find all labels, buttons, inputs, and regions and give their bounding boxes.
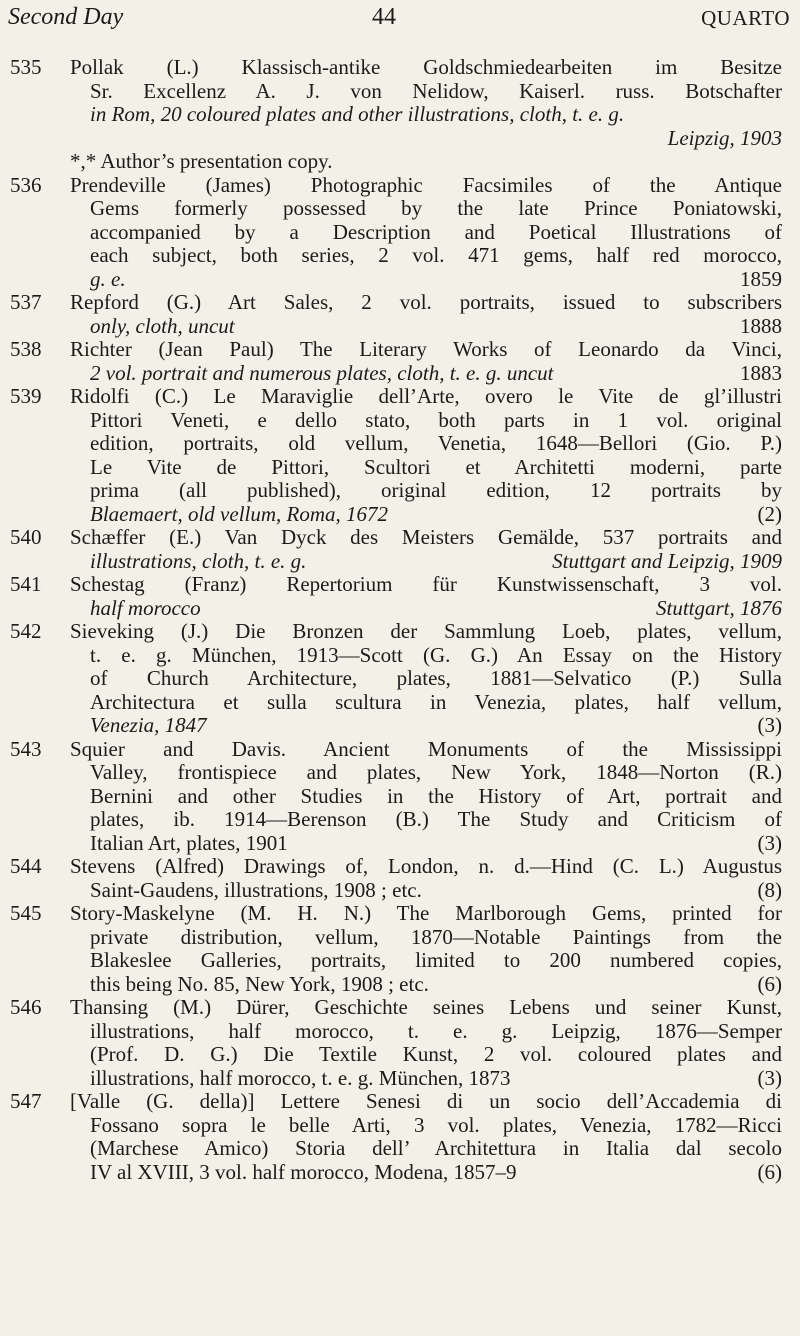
lot-entry (0, 573, 800, 620)
entry-imprint: Stuttgart and Leipzig, 1909 (552, 548, 782, 573)
entry-binding: g. e. (90, 266, 126, 291)
lot-entry (0, 1090, 800, 1184)
entry-binding: illustrations, cloth, t. e. g. (90, 548, 307, 573)
lot-number: 537 (10, 290, 42, 314)
lot-number: 540 (10, 525, 42, 549)
entry-imprint: this being No. 85, New York, 1908 ; etc. (90, 971, 429, 996)
entry-line: [Valle (G. della)] Lettere Senesi di un socio dell’Accademia di (70, 1089, 782, 1113)
entry-note: *,* Author’s presentation copy. (70, 149, 333, 173)
lot-description (70, 526, 782, 573)
lot-description (70, 56, 782, 174)
entry-line: Prendeville (James) Photographic Facsimiles of the Antique (70, 172, 782, 197)
entry-line: Richter (Jean Paul) The Literary Works of Leonardo da Vinci, (70, 337, 782, 361)
lot-description (70, 291, 782, 338)
entry-line (70, 1067, 782, 1091)
lot-description (70, 573, 782, 620)
entry-line (70, 597, 782, 621)
page-header (8, 4, 790, 34)
lot-number: 546 (10, 995, 42, 1019)
entry-binding: only, cloth, uncut (90, 313, 235, 338)
entry-date: 1859 (740, 266, 782, 291)
entry-count: (6) (757, 1159, 782, 1184)
lot-entry (0, 855, 800, 902)
entry-line (70, 879, 782, 903)
lot-number: 543 (10, 736, 42, 761)
entry-line: of Church Architecture, plates, 1881—Selvatico (P.) Sulla (90, 666, 782, 690)
entry-line: Ridolfi (C.) Le Maraviglie dell’Arte, overo le Vite de gl’illustri (70, 384, 782, 408)
entry-line: Thansing (M.) Dürer, Geschichte seines Lebens und seiner Kunst, (70, 995, 782, 1019)
entry-line: Story-Maskelyne (M. H. N.) The Marlborough Gems, printed for (70, 901, 782, 925)
lot-entry (0, 996, 800, 1090)
entry-imprint: Italian Art, plates, 1901 (90, 830, 288, 855)
entry-date: 1883 (740, 360, 782, 385)
lot-number: 542 (10, 619, 42, 643)
entry-line: Stevens (Alfred) Drawings of, London, n. d.—Hind (C. L.) Augustus (70, 854, 782, 878)
entry-line: Repford (G.) Art Sales, 2 vol. portraits, issued to subscribers (70, 290, 782, 314)
entry-imprint: Saint-Gaudens, illustrations, 1908 ; etc. (90, 877, 422, 902)
lot-entry (0, 385, 800, 526)
entry-line: Sieveking (J.) Die Bronzen der Sammlung Loeb, plates, vellum, (70, 619, 782, 643)
lot-number: 545 (10, 901, 42, 925)
entry-binding: Blaemaert, old vellum, Roma, 1672 (90, 501, 389, 526)
page-number: 44 (372, 4, 396, 30)
lot-description (70, 902, 782, 996)
entry-line: (Marchese Amico) Storia dell’ Architettura in Italia dal secolo (90, 1136, 782, 1160)
entry-count: (2) (757, 501, 782, 526)
entry-line: Architectura et sulla scultura in Venezia, plates, half vellum, (90, 689, 782, 714)
lot-entry (0, 902, 800, 996)
entry-line: plates, ib. 1914—Berenson (B.) The Study and Criticism of (90, 807, 782, 831)
entry-line: Sr. Excellenz A. J. von Nelidow, Kaiserl. russ. Botschafter (90, 78, 782, 103)
entry-line (70, 503, 782, 527)
entry-imprint: Venezia, 1847 (90, 713, 207, 737)
entry-line: Gems formerly possessed by the late Prince Poniatowski, (90, 196, 782, 220)
entry-line: edition, portraits, old vellum, Venetia, 1648—Bellori (Gio. P.) (90, 431, 782, 455)
entry-line: each subject, both series, 2 vol. 471 gems, half red morocco, (90, 243, 782, 267)
entry-line: Squier and Davis. Ancient Monuments of the Mississippi (70, 736, 782, 761)
lot-entry (0, 56, 800, 174)
entry-imprint: illustrations, half morocco, t. e. g. München, 1873 (90, 1065, 511, 1090)
entry-line: prima (all published), original edition, 12 portraits by (90, 478, 782, 502)
lot-entry (0, 620, 800, 738)
lot-description (70, 1090, 782, 1184)
entry-line: t. e. g. München, 1913—Scott (G. G.) An Essay on the History (90, 642, 782, 667)
entry-binding: 2 vol. portrait and numerous plates, cloth, t. e. g. uncut (90, 360, 554, 385)
entry-line: Schæffer (E.) Van Dyck des Meisters Gemälde, 537 portraits and (70, 525, 782, 549)
entry-count: (3) (757, 713, 782, 737)
lot-description (70, 620, 782, 738)
entry-line: Le Vite de Pittori, Scultori et Architetti moderni, parte (90, 454, 782, 479)
lot-number: 541 (10, 572, 42, 596)
entry-binding: half morocco (90, 595, 201, 620)
entry-line: Fossano sopra le belle Arti, 3 vol. plates, Venezia, 1782—Ricci (90, 1112, 782, 1137)
entry-line (70, 315, 782, 339)
entry-line (70, 550, 782, 574)
entry-line (70, 714, 782, 738)
lot-number: 539 (10, 384, 42, 408)
entry-imprint: Leipzig, 1903 (667, 125, 782, 150)
entry-line (70, 832, 782, 856)
lot-list (0, 56, 800, 1184)
entry-line: in Rom, 20 coloured plates and other illustrations, cloth, t. e. g. (90, 102, 625, 126)
lot-entry (0, 526, 800, 573)
running-head-left: Second Day (8, 4, 124, 30)
lot-description (70, 385, 782, 526)
entry-count: (6) (757, 971, 782, 996)
entry-date: 1888 (740, 313, 782, 338)
entry-line: Pollak (L.) Klassisch-antike Goldschmiedearbeiten im Besitze (70, 55, 782, 79)
entry-count: (3) (757, 1065, 782, 1090)
lot-entry (0, 338, 800, 385)
entry-line (70, 362, 782, 386)
lot-description (70, 338, 782, 385)
entry-count: (8) (757, 877, 782, 902)
entry-line: Pittori Veneti, e dello stato, both parts in 1 vol. original (90, 407, 782, 432)
entry-line: Bernini and other Studies in the History of Art, portrait and (90, 783, 782, 808)
lot-entry (0, 174, 800, 292)
entry-imprint: IV al XVIII, 3 vol. half morocco, Modena, 1857–9 (90, 1159, 517, 1184)
lot-description (70, 738, 782, 856)
entry-line: Blakeslee Galleries, portraits, limited to 200 numbered copies, (90, 948, 782, 972)
entry-line (70, 973, 782, 997)
lot-number: 544 (10, 854, 42, 878)
entry-line: accompanied by a Description and Poetical Illustrations of (90, 219, 782, 244)
entry-line (70, 1161, 782, 1185)
entry-line: (Prof. D. G.) Die Textile Kunst, 2 vol. coloured plates and (90, 1042, 782, 1066)
entry-line (70, 268, 782, 292)
running-head-right: QUARTO (701, 6, 790, 30)
entry-line: illustrations, half morocco, t. e. g. Leipzig, 1876—Semper (90, 1018, 782, 1043)
lot-number: 536 (10, 172, 42, 197)
lot-description (70, 174, 782, 292)
lot-entry (0, 291, 800, 338)
lot-description (70, 855, 782, 902)
entry-line: Valley, frontispiece and plates, New York, 1848—Norton (R.) (90, 760, 782, 784)
entry-count: (3) (757, 830, 782, 855)
lot-description (70, 996, 782, 1090)
lot-number: 547 (10, 1089, 42, 1113)
entry-line: private distribution, vellum, 1870—Notable Paintings from the (90, 924, 782, 949)
entry-imprint: Stuttgart, 1876 (655, 595, 782, 620)
entry-line: Schestag (Franz) Repertorium für Kunstwissenschaft, 3 vol. (70, 572, 782, 596)
lot-number: 535 (10, 55, 42, 79)
lot-entry (0, 738, 800, 856)
lot-number: 538 (10, 337, 42, 361)
